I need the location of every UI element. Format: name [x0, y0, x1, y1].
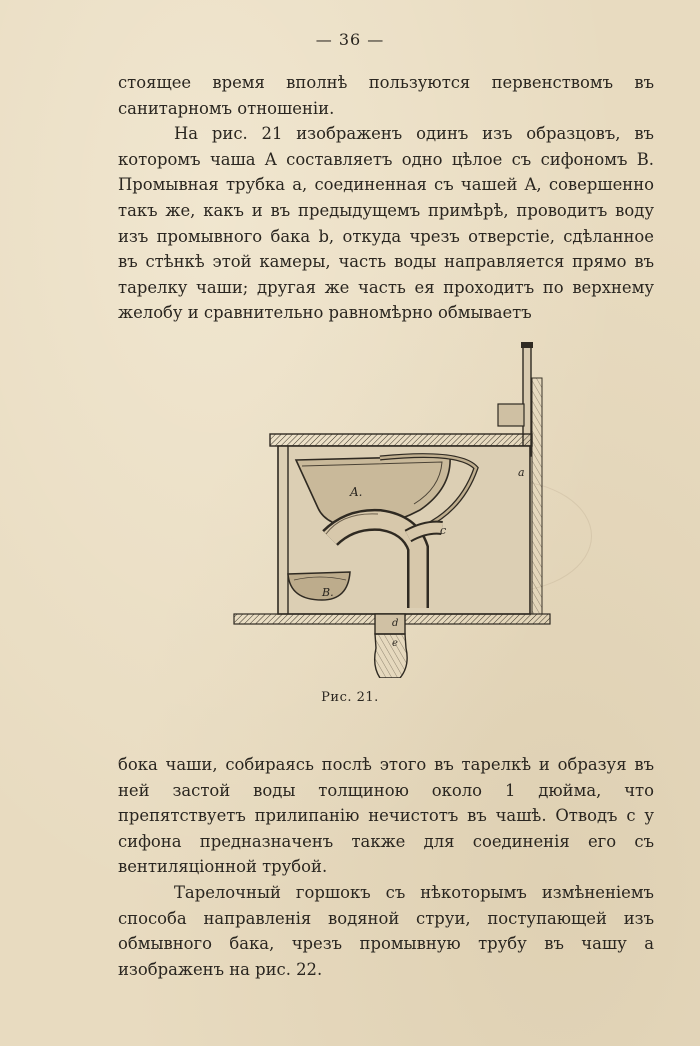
figure-21-toilet-diagram: [230, 338, 560, 678]
wall-section: [532, 378, 542, 614]
pipe-cap: [521, 342, 533, 348]
paragraph-fig21-description: На рис. 21 изображенъ одинъ изъ образцовъ, въ которомъ чаша A составляетъ одно цѣлое съ сифономъ B. Промывная трубка a, соединенная съ чашей A, совершенно такъ же, какъ и въ предыдущемъ примѣрѣ, проводитъ воду изъ промывного бака b, откуда чрезъ отверстіе, сдѣланное въ стѣнкѣ этой камеры, часть воды направляется прямо въ тарелку чаши; другая же часть ея проходитъ по верхнему желобу и сравнительно равномѣрно обмываетъ: [118, 124, 654, 323]
page-number: — 36 —: [315, 30, 385, 49]
label-B: B.: [322, 586, 334, 599]
paragraph-continuation: стоящее время вполнѣ пользуются первенствомъ въ санитарномъ отношеніи.: [118, 73, 654, 118]
paragraph-fig22-reference: Тарелочный горшокъ съ нѣкоторымъ измѣненіемъ способа направленія водяной струи, поступающей изъ обмывного бака, чрезъ промывную трубу въ чашу a изображенъ на рис. 22.: [118, 882, 654, 979]
label-d: d: [392, 618, 399, 629]
top-text-block: [118, 70, 654, 326]
figure-caption: Рис. 21.: [321, 690, 379, 705]
soil-pipe-e: [375, 634, 407, 678]
label-c: c: [440, 524, 447, 537]
toilet-seat: [270, 434, 532, 446]
toilet-cross-section-illustration: [230, 338, 560, 678]
bottom-text-block: [118, 752, 654, 982]
label-A: A.: [350, 485, 363, 499]
paragraph-continuation-bottom: бока чаши, собираясь послѣ этого въ тарелкѣ и образуя въ ней застой воды толщиною около 1 дюйма, что препятствуетъ прилипанію нечистотъ въ чашѣ. Отводъ c у сифона предназначенъ также для соединенія его съ вентиляціонной трубой.: [118, 755, 654, 877]
label-a: a: [518, 466, 525, 479]
label-e: e: [392, 638, 398, 649]
seat-bracket: [498, 404, 524, 426]
outlet-d: [375, 614, 405, 634]
